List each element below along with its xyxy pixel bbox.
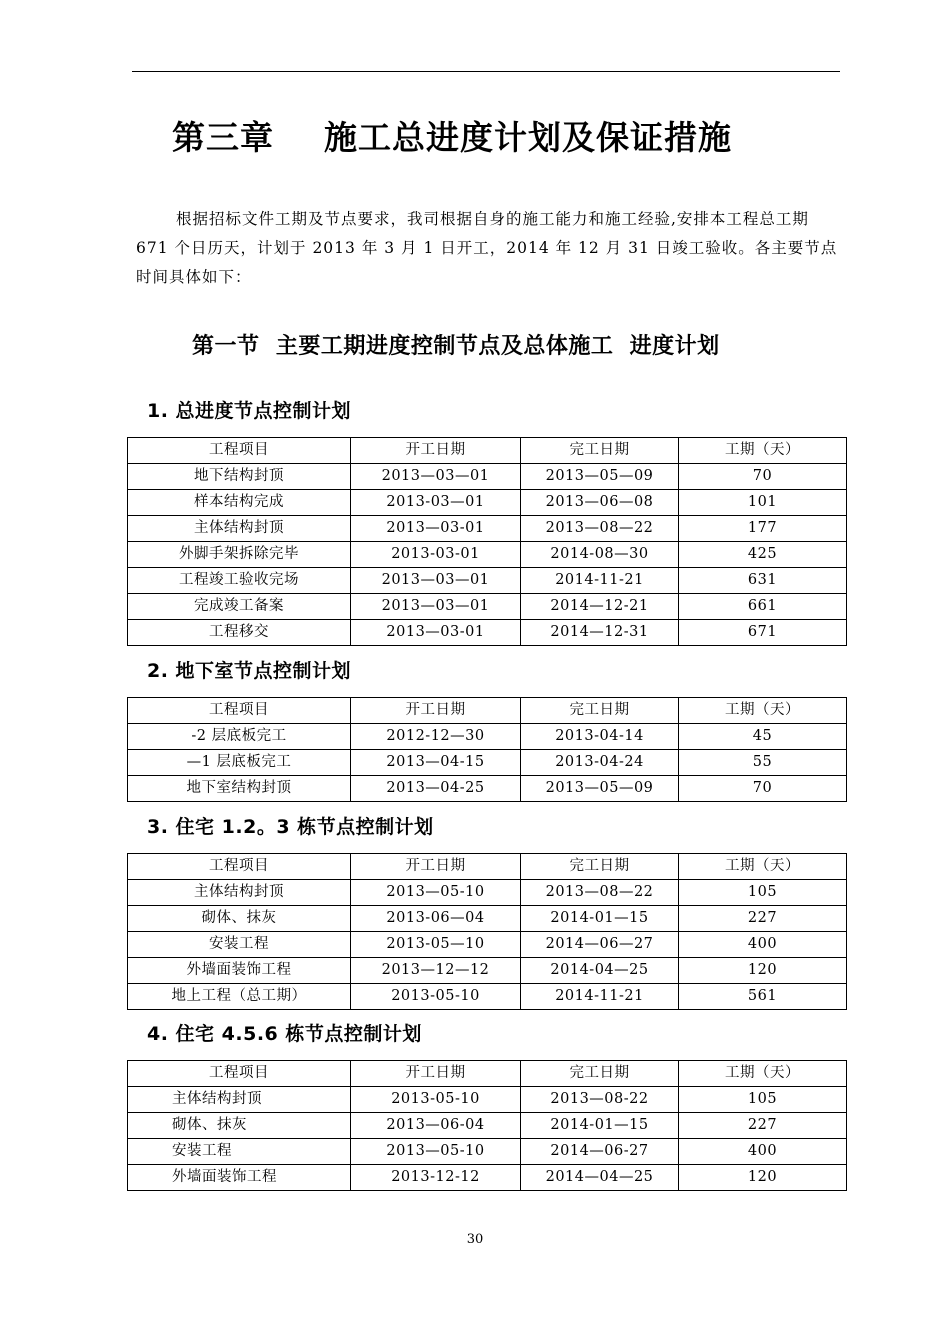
table-cell: 101 <box>679 490 847 516</box>
table-cell: 55 <box>679 750 847 776</box>
column-header: 工程项目 <box>128 438 351 464</box>
table-cell: 主体结构封顶 <box>128 880 351 906</box>
table-cell: 2013-03—01 <box>351 490 521 516</box>
table-cell: 2014—06-27 <box>521 1139 679 1165</box>
table-cell: 400 <box>679 932 847 958</box>
column-header: 开工日期 <box>351 854 521 880</box>
table-row <box>128 1113 847 1139</box>
table-cell: 工程竣工验收完场 <box>128 568 351 594</box>
table-cell: 地下室结构封顶 <box>128 776 351 802</box>
table-cell: 2013—08-22 <box>521 1087 679 1113</box>
chapter-title: 第三章 施工总进度计划及保证措施 <box>172 118 732 157</box>
table-cell: 2013—03—01 <box>351 594 521 620</box>
table-cell: 227 <box>679 906 847 932</box>
page-number: 30 <box>466 1232 484 1247</box>
table-cell: 2014—12-21 <box>521 594 679 620</box>
table-row <box>128 568 847 594</box>
table-cell: 2013-05-10 <box>351 984 521 1010</box>
table-cell: 砌体、抹灰 <box>128 1113 351 1139</box>
table-cell: 2014—06—27 <box>521 932 679 958</box>
column-header: 开工日期 <box>351 1061 521 1087</box>
table-cell: 2013—08—22 <box>521 516 679 542</box>
table-cell: 120 <box>679 1165 847 1191</box>
column-header: 工期（天） <box>679 698 847 724</box>
table-cell: 2013-06—04 <box>351 906 521 932</box>
table-cell: 主体结构封顶 <box>128 516 351 542</box>
table-row <box>128 724 847 750</box>
table-row <box>128 750 847 776</box>
table-cell: 2013—05-10 <box>351 1139 521 1165</box>
column-header: 工程项目 <box>128 698 351 724</box>
table-cell: 661 <box>679 594 847 620</box>
table-cell: 105 <box>679 880 847 906</box>
table-row <box>128 620 847 646</box>
table-row <box>128 906 847 932</box>
header-rule <box>132 71 840 72</box>
table-header-row <box>128 854 847 880</box>
table-cell: 2013-03-01 <box>351 542 521 568</box>
table-cell: 631 <box>679 568 847 594</box>
table-row <box>128 490 847 516</box>
table-cell: 2013—06—08 <box>521 490 679 516</box>
table-heading-residence-4-6: 4. 住宅 4.5.6 栋节点控制计划 <box>147 1023 422 1045</box>
table-row <box>128 542 847 568</box>
table-cell: 2014-11-21 <box>521 568 679 594</box>
table-row <box>128 1087 847 1113</box>
table-cell: 样本结构完成 <box>128 490 351 516</box>
column-header: 完工日期 <box>521 854 679 880</box>
table-row <box>128 958 847 984</box>
table-cell: 地上工程（总工期） <box>128 984 351 1010</box>
table-cell: 105 <box>679 1087 847 1113</box>
table-cell: 2013—05—09 <box>521 464 679 490</box>
table-cell: 砌体、抹灰 <box>128 906 351 932</box>
table-basement-schedule <box>127 697 847 802</box>
table-residence-4-6-schedule <box>127 1060 847 1191</box>
table-row <box>128 776 847 802</box>
column-header: 完工日期 <box>521 1061 679 1087</box>
table-cell: 2013-04-24 <box>521 750 679 776</box>
table-cell: 2013-12-12 <box>351 1165 521 1191</box>
table-cell: 2014-08—30 <box>521 542 679 568</box>
table-cell: 70 <box>679 464 847 490</box>
table-cell: 2013—04-15 <box>351 750 521 776</box>
column-header: 工程项目 <box>128 854 351 880</box>
table-heading-overall: 1. 总进度节点控制计划 <box>147 400 352 422</box>
table-cell: -2 层底板完工 <box>128 724 351 750</box>
table-cell: 425 <box>679 542 847 568</box>
table-cell: 2013—05-10 <box>351 880 521 906</box>
table-cell: 地下结构封顶 <box>128 464 351 490</box>
section-title: 第一节 主要工期进度控制节点及总体施工 进度计划 <box>192 334 720 359</box>
table-row <box>128 932 847 958</box>
table-cell: 2013—03-01 <box>351 620 521 646</box>
table-cell: 2013-04-14 <box>521 724 679 750</box>
table-cell: 227 <box>679 1113 847 1139</box>
table-overall-schedule <box>127 437 847 646</box>
table-cell: 671 <box>679 620 847 646</box>
table-cell: 400 <box>679 1139 847 1165</box>
column-header: 完工日期 <box>521 438 679 464</box>
table-row <box>128 1139 847 1165</box>
table-cell: 2013-05-10 <box>351 1087 521 1113</box>
table-cell: 2013—03—01 <box>351 568 521 594</box>
table-cell: 2013—12—12 <box>351 958 521 984</box>
table-cell: 2013—04-25 <box>351 776 521 802</box>
table-cell: 外墙面装饰工程 <box>128 958 351 984</box>
table-cell: 2013—03—01 <box>351 464 521 490</box>
table-cell: 2013—05—09 <box>521 776 679 802</box>
table-cell: 2014-11-21 <box>521 984 679 1010</box>
table-cell: 561 <box>679 984 847 1010</box>
table-residence-1-3-schedule <box>127 853 847 1010</box>
column-header: 工期（天） <box>679 438 847 464</box>
table-cell: 2014—04—25 <box>521 1165 679 1191</box>
table-header-row <box>128 698 847 724</box>
table-cell: 2014-01—15 <box>521 906 679 932</box>
table-row <box>128 464 847 490</box>
table-cell: 2014-01—15 <box>521 1113 679 1139</box>
table-header-row <box>128 1061 847 1087</box>
column-header: 开工日期 <box>351 438 521 464</box>
table-cell: 2013—03-01 <box>351 516 521 542</box>
column-header: 完工日期 <box>521 698 679 724</box>
column-header: 工期（天） <box>679 1061 847 1087</box>
intro-paragraph: 根据招标文件工期及节点要求，我司根据自身的施工能力和施工经验,安排本工程总工期 671 个日历天，计划于 2013 年 3 月 1 日开工，2014 年 12 月 31 日竣工验收。各主要节点时间具体如下： <box>136 210 838 286</box>
table-cell: 安装工程 <box>128 1139 351 1165</box>
table-heading-basement: 2. 地下室节点控制计划 <box>147 660 352 682</box>
table-cell: 2013—08—22 <box>521 880 679 906</box>
column-header: 工程项目 <box>128 1061 351 1087</box>
column-header: 工期（天） <box>679 854 847 880</box>
table-row <box>128 516 847 542</box>
table-row <box>128 1165 847 1191</box>
table-row <box>128 594 847 620</box>
column-header: 开工日期 <box>351 698 521 724</box>
table-cell: 外墙面装饰工程 <box>128 1165 351 1191</box>
table-cell: 2012-12—30 <box>351 724 521 750</box>
table-cell: 177 <box>679 516 847 542</box>
table-cell: 2013-05—10 <box>351 932 521 958</box>
table-cell: 外脚手架拆除完毕 <box>128 542 351 568</box>
table-cell: 2014—12-31 <box>521 620 679 646</box>
table-cell: 2014-04—25 <box>521 958 679 984</box>
table-cell: 完成竣工备案 <box>128 594 351 620</box>
table-heading-residence-1-3: 3. 住宅 1.2。3 栋节点控制计划 <box>147 816 434 838</box>
table-header-row <box>128 438 847 464</box>
table-row <box>128 880 847 906</box>
table-cell: 45 <box>679 724 847 750</box>
table-cell: 主体结构封顶 <box>128 1087 351 1113</box>
table-cell: 2013—06-04 <box>351 1113 521 1139</box>
table-cell: —1 层底板完工 <box>128 750 351 776</box>
table-cell: 安装工程 <box>128 932 351 958</box>
table-cell: 70 <box>679 776 847 802</box>
table-cell: 120 <box>679 958 847 984</box>
table-cell: 工程移交 <box>128 620 351 646</box>
table-row <box>128 984 847 1010</box>
